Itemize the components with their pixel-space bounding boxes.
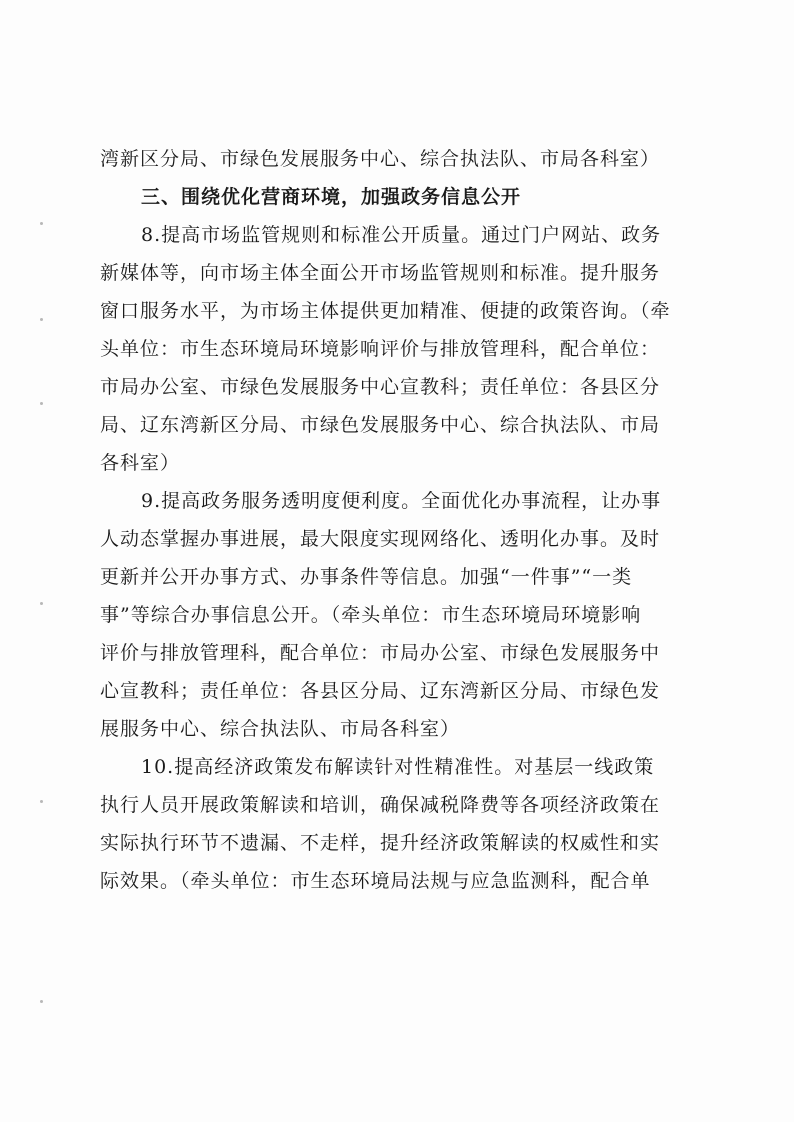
section-heading: 三、围绕优化营商环境，加强政务信息公开 (141, 186, 522, 208)
item-10-first-line: 10.提高经济政策发布解读针对性精准性。对基层一线政策 (141, 756, 655, 778)
body-line: 更新并公开办事方式、办事条件等信息。加强“一件事”“一类 (100, 566, 633, 588)
scan-artifact (40, 222, 43, 225)
scan-artifact (40, 602, 43, 605)
body-line: 新媒体等，向市场主体全面公开市场监管规则和标准。提升服务 (100, 262, 661, 284)
body-line: 际效果。（牵头单位：市生态环境局法规与应急监测科，配合单 (100, 870, 651, 892)
body-line: 展服务中心、综合执法队、市局各科室） (100, 718, 461, 740)
body-line: 各科室） (100, 452, 181, 474)
body-line: 事”等综合办事信息公开。（牵头单位：市生态环境局环境影响 (100, 604, 642, 626)
continuation-line: 湾新区分局、市绿色发展服务中心、综合执法队、市局各科室） (100, 148, 661, 170)
document-body (100, 140, 700, 900)
body-line: 执行人员开展政策解读和培训，确保减税降费等各项经济政策在 (100, 794, 661, 816)
body-line: 市局办公室、市绿色发展服务中心宣教科；责任单位：各县区分 (100, 376, 661, 398)
body-line: 评价与排放管理科，配合单位：市局办公室、市绿色发展服务中 (100, 642, 661, 664)
scan-artifact (40, 318, 43, 321)
body-line: 人动态掌握办事进展，最大限度实现网络化、透明化办事。及时 (100, 528, 661, 550)
scan-artifact (40, 1000, 43, 1003)
body-line: 心宣教科；责任单位：各县区分局、辽东湾新区分局、市绿色发 (100, 680, 661, 702)
item-8-first-line: 8.提高市场监管规则和标准公开质量。通过门户网站、政务 (141, 224, 662, 246)
body-line: 头单位：市生态环境局环境影响评价与排放管理科，配合单位： (100, 338, 661, 360)
body-line: 局、辽东湾新区分局、市绿色发展服务中心、综合执法队、市局 (100, 414, 661, 436)
body-line: 实际执行环节不遗漏、不走样，提升经济政策解读的权威性和实 (100, 832, 661, 854)
scan-artifact (40, 402, 43, 405)
scan-artifact (40, 800, 43, 803)
body-line: 窗口服务水平，为市场主体提供更加精准、便捷的政策咨询。（牵 (100, 300, 671, 322)
item-9-first-line: 9.提高政务服务透明度便利度。全面优化办事流程，让办事 (141, 490, 662, 512)
